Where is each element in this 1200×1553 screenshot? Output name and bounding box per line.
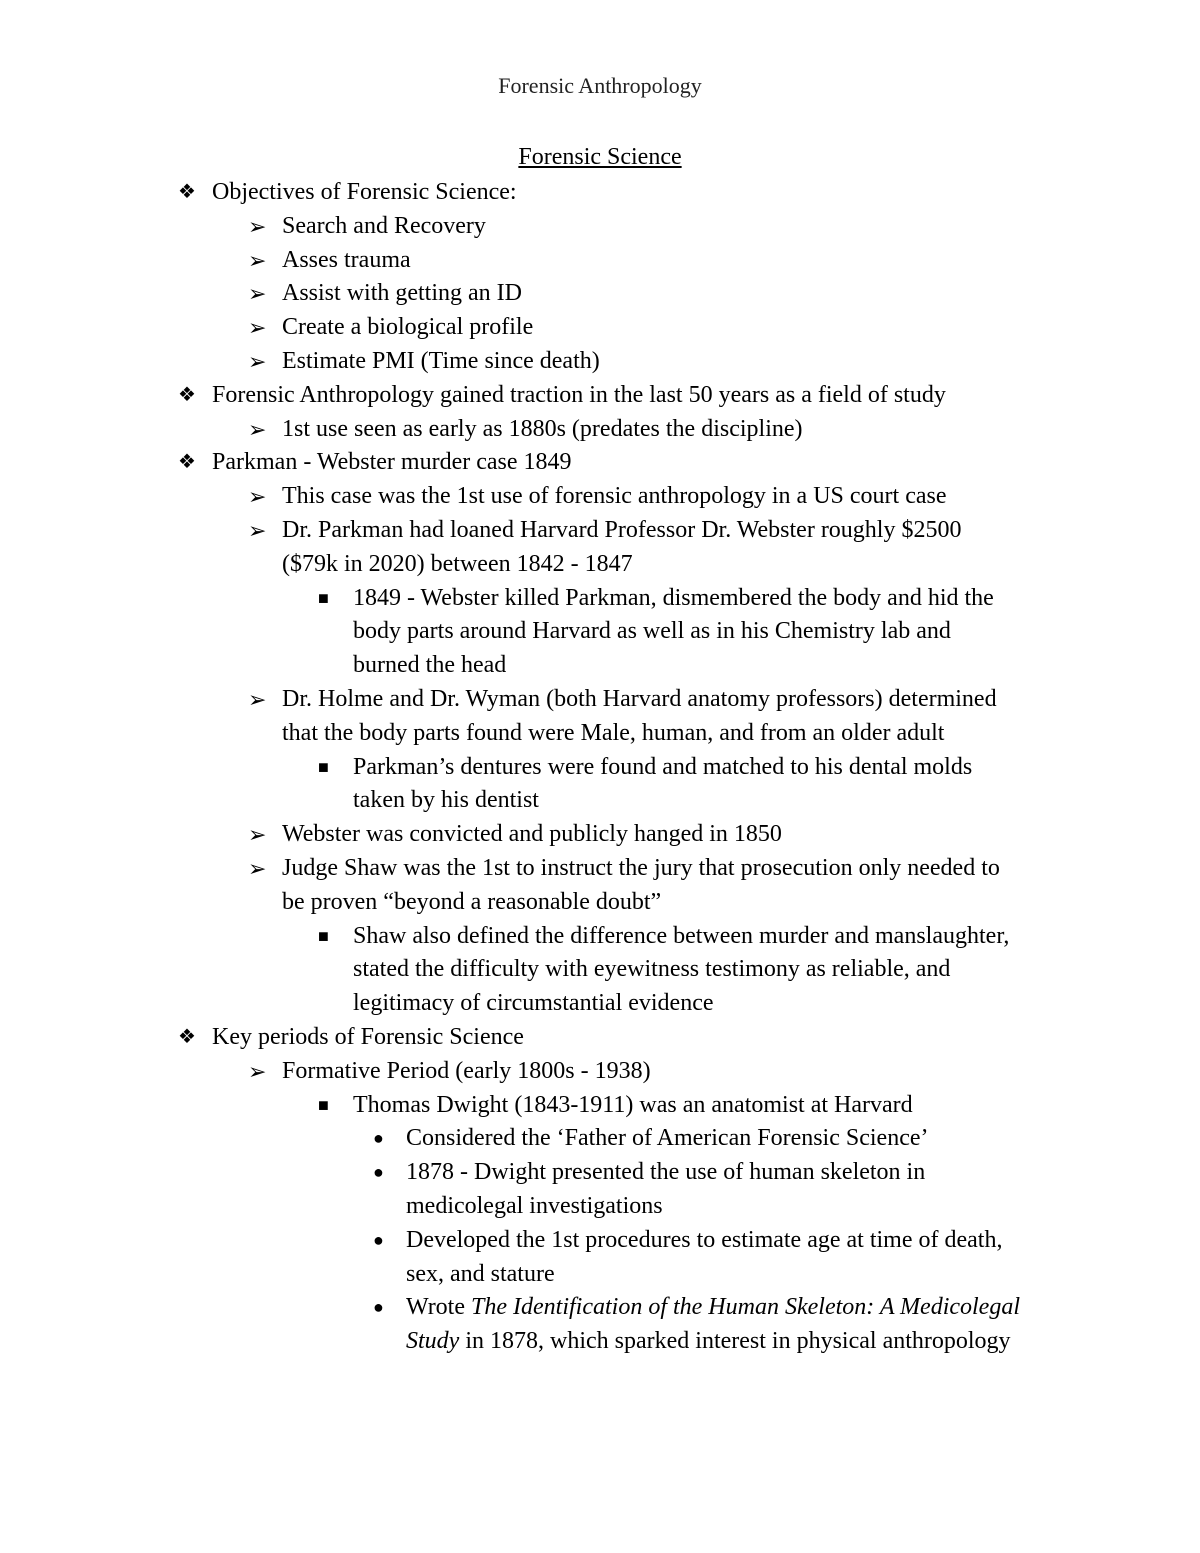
section-title: Forensic Science xyxy=(518,144,682,170)
list-item: ● Developed the 1st procedures to estimate age at time of death, sex, and stature xyxy=(0,1224,1200,1292)
square-bullet-icon: ■ xyxy=(318,925,329,946)
diamond-bullet-icon: ❖ xyxy=(178,181,196,203)
list-item: ➢ Dr. Holme and Dr. Wyman (both Harvard anatomy professors) determined that the body parts found were Male, human, and from an older adult xyxy=(0,683,1200,751)
document-header: Forensic Anthropology xyxy=(498,73,702,98)
list-item: ■ 1849 - Webster killed Parkman, dismembered the body and hid the body parts around Harvard as well as in his Chemistry lab and burned the head xyxy=(0,582,1200,683)
list-item: ■ Shaw also defined the difference between murder and manslaughter, stated the difficulty with eyewitness testimony as reliable, and legitimacy of circumstantial evidence xyxy=(0,920,1200,1021)
list-item: ➢ Asses trauma xyxy=(0,244,1200,278)
diamond-bullet-icon: ❖ xyxy=(178,383,196,406)
arrow-bullet-icon: ➢ xyxy=(248,416,267,442)
arrow-bullet-icon: ➢ xyxy=(248,247,267,273)
list-item: ❖ Forensic Anthropology gained traction in the last 50 years as a field of study xyxy=(0,379,1200,413)
square-bullet-icon: ■ xyxy=(318,756,329,777)
list-item: ❖ Objectives of Forensic Science: xyxy=(0,176,1200,210)
list-item: ● 1878 - Dwight presented the use of human skeleton in medicolegal investigations xyxy=(0,1156,1200,1224)
list-item: ➢ Dr. Parkman had loaned Harvard Professor Dr. Webster roughly $2500 ($79k in 2020) between 1842 - 1847 xyxy=(0,514,1200,582)
arrow-bullet-icon: ➢ xyxy=(248,348,267,374)
arrow-bullet-icon: ➢ xyxy=(248,855,267,881)
round-bullet-icon: ● xyxy=(373,1297,384,1318)
arrow-bullet-icon: ➢ xyxy=(248,315,267,341)
book-title: The Identification of the Human Skeleton: A Medicolegal xyxy=(471,1294,1021,1321)
arrow-bullet-icon: ➢ xyxy=(248,1058,267,1084)
list-item: ■ Thomas Dwight (1843-1911) was an anatomist at Harvard xyxy=(0,1089,1200,1123)
diamond-bullet-icon: ❖ xyxy=(178,451,196,474)
round-bullet-icon: ● xyxy=(373,1229,384,1250)
list-item: ➢ Create a biological profile xyxy=(0,311,1200,345)
round-bullet-icon: ● xyxy=(373,1128,384,1149)
list-item: ➢ Webster was convicted and publicly hanged in 1850 xyxy=(0,818,1200,852)
round-bullet-icon: ● xyxy=(373,1162,384,1183)
list-item: ➢ Estimate PMI (Time since death) xyxy=(0,345,1200,379)
list-item: ● Wrote The Identification of the Human Skeleton: A Medicolegal Study in 1878, which sparked interest in physical anthropology xyxy=(0,1291,1200,1359)
arrow-bullet-icon: ➢ xyxy=(248,686,267,712)
list-item: ❖ Parkman - Webster murder case 1849 xyxy=(0,446,1200,480)
arrow-bullet-icon: ➢ xyxy=(248,822,267,848)
list-item: ➢ Search and Recovery xyxy=(0,210,1200,244)
notes-list xyxy=(0,176,1200,1359)
list-item: ➢ This case was the 1st use of forensic anthropology in a US court case xyxy=(0,480,1200,514)
arrow-bullet-icon: ➢ xyxy=(248,281,267,307)
list-item: ➢ 1st use seen as early as 1880s (predates the discipline) xyxy=(0,413,1200,447)
list-item: ➢ Judge Shaw was the 1st to instruct the jury that prosecution only needed to be proven “beyond a reasonable doubt” xyxy=(0,852,1200,920)
book-title: Study xyxy=(406,1328,460,1355)
arrow-bullet-icon: ➢ xyxy=(248,213,267,239)
square-bullet-icon: ■ xyxy=(318,587,329,608)
list-item: ■ Parkman’s dentures were found and matched to his dental molds taken by his dentist xyxy=(0,751,1200,819)
list-item: ❖ Key periods of Forensic Science xyxy=(0,1021,1200,1055)
arrow-bullet-icon: ➢ xyxy=(248,517,267,543)
diamond-bullet-icon: ❖ xyxy=(178,1025,196,1048)
list-item: ● Considered the ‘Father of American Forensic Science’ xyxy=(0,1122,1200,1156)
square-bullet-icon: ■ xyxy=(318,1094,329,1115)
list-item: ➢ Formative Period (early 1800s - 1938) xyxy=(0,1055,1200,1089)
list-item: ➢ Assist with getting an ID xyxy=(0,277,1200,311)
arrow-bullet-icon: ➢ xyxy=(248,484,267,510)
